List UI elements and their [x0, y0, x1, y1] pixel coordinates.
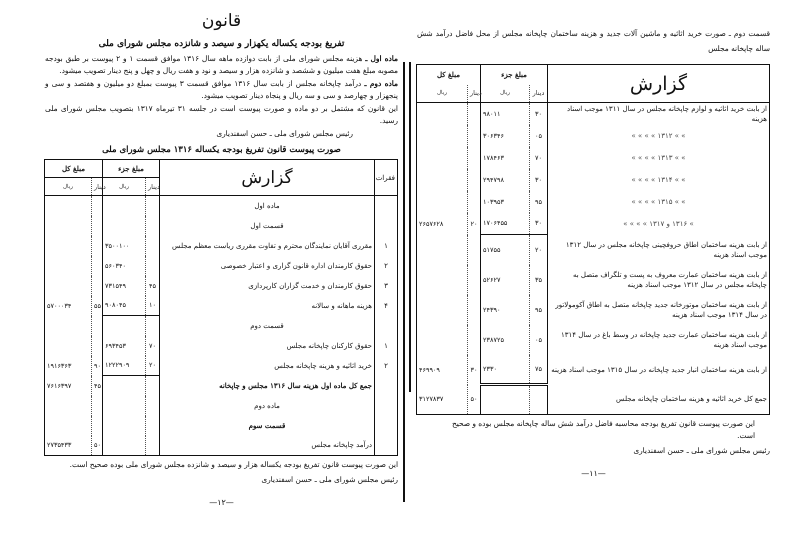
article-1 [45, 53, 398, 77]
total-dinar [467, 191, 480, 213]
total-dinar [91, 196, 102, 216]
row-description: از بابت خرید اثاثیه و لوازم چاپخانه مجلس در سال ۱۳۱۱ موجب اسناد هزینه [548, 103, 770, 125]
row-description: مقرری آقایان نمایندگان محترم و تفاوت مقرری ریاست معظم مجلس [160, 236, 375, 256]
article-2 [45, 78, 398, 102]
partial-dinar [146, 436, 160, 456]
table-row [44, 296, 397, 316]
total-dinar [91, 336, 102, 356]
row-description: » » ۱۳۱۳ » » » » [548, 147, 770, 169]
partial-dinar: ۹۵ [530, 191, 548, 213]
table-row [44, 196, 397, 216]
total-rial [416, 169, 467, 191]
item-number: ۴ [375, 296, 398, 316]
total-rial [44, 276, 91, 296]
report-header: گزارش [548, 65, 770, 103]
total-dinar [467, 295, 480, 325]
rial-header: ریال [416, 85, 467, 103]
item-number: ۲ [375, 256, 398, 276]
row-description: » ۱۳۱۶ و ۱۳۱۷ » » » » [548, 213, 770, 235]
page-divider [403, 62, 405, 502]
total-rial [44, 396, 91, 416]
total-dinar: ۳۰ [467, 355, 480, 385]
total-dinar [467, 103, 480, 125]
row-description: جمع کل خرید اثاثیه و هزینه ساختمان چاپخانه مجلس [548, 385, 770, 415]
table-row [416, 355, 769, 385]
total-dinar: ۵۰ [91, 436, 102, 456]
total-rial: ۱۹۱۶۳۶۳ [44, 356, 91, 376]
partial-rial: ۵۱۷۵۵ [480, 235, 529, 265]
table-row [416, 103, 769, 125]
partial-amount-header: مبلغ جزء [480, 65, 547, 85]
total-rial [416, 265, 467, 295]
table-row [44, 256, 397, 276]
partial-dinar [146, 256, 160, 276]
table-row [44, 416, 397, 436]
total-dinar [91, 216, 102, 236]
partial-rial [102, 436, 145, 456]
item-number: ۱ [375, 236, 398, 256]
partial-rial: ۹۰۸۰۴۵ [102, 296, 145, 316]
rial-header: ریال [44, 178, 91, 196]
row-description: قسمت دوم [160, 316, 375, 336]
table-row [44, 236, 397, 256]
partial-rial: ۱۷۸۴۶۳ [480, 147, 529, 169]
partial-rial: ۳۰۶۳۴۶ [480, 125, 529, 147]
partial-rial [102, 416, 145, 436]
table-row [44, 316, 397, 336]
total-rial [416, 295, 467, 325]
partial-rial [102, 196, 145, 216]
total-amount-header: مبلغ کل [44, 160, 102, 178]
total-dinar [91, 316, 102, 336]
total-rial: ۴۶۹۹۰۹ [416, 355, 467, 385]
partial-rial: ۹۸۰۱۱ [480, 103, 529, 125]
total-dinar [91, 236, 102, 256]
table-row [44, 336, 397, 356]
partial-dinar: ۹۵ [530, 295, 548, 325]
row-description: خرید اثاثیه و هزینه چاپخانه مجلس [160, 356, 375, 376]
table-row [44, 216, 397, 236]
table-row [416, 125, 769, 147]
total-rial [416, 147, 467, 169]
page-number: —۱۱— [581, 469, 606, 478]
table-row [416, 213, 769, 235]
partial-dinar: ۷۵ [530, 355, 548, 385]
total-dinar: ۵۵ [91, 296, 102, 316]
row-description: جمع کل ماده اول هزینه سال ۱۳۱۶ مجلس و چاپخانه [160, 376, 375, 396]
total-dinar: ۴۵ [91, 376, 102, 396]
partial-dinar: ۳۵ [530, 265, 548, 295]
table-row [44, 356, 397, 376]
total-rial [416, 235, 467, 265]
item-number [375, 396, 398, 416]
total-dinar [91, 276, 102, 296]
table-caption: صورت پیوست قانون تفریغ بودجه یکساله ۱۳۱۶ مجلس شورای ملی [102, 145, 341, 155]
partial-rial [102, 216, 145, 236]
total-rial [44, 316, 91, 336]
row-description: درآمد چاپخانه مجلس [160, 436, 375, 456]
partial-rial: ۲۹۴۷۹۸ [480, 169, 529, 191]
partial-dinar: ۳۰ [530, 169, 548, 191]
row-description: از بابت هزینه ساختمان اطاق حروفچینی چاپخانه مجلس در سال ۱۳۱۲ موجب اسناد هزینه [548, 235, 770, 265]
total-rial [416, 191, 467, 213]
table-row [416, 265, 769, 295]
item-number: ۳ [375, 276, 398, 296]
partial-dinar: ۴۵ [146, 276, 160, 296]
total-dinar [91, 256, 102, 276]
row-description: حقوق کارمندان اداره قانون گزاری و اعتبار خصوصی [160, 256, 375, 276]
partial-rial: ۱۷۰۶۴۵۵ [480, 213, 529, 235]
report-header: گزارش [160, 160, 375, 196]
partial-dinar: ۳۰ [530, 103, 548, 125]
budget-table-left [44, 159, 398, 456]
total-dinar: ۵۰ [467, 385, 480, 415]
total-rial [44, 336, 91, 356]
partial-dinar [146, 216, 160, 236]
partial-rial: ۵۶۰۳۴۰ [102, 256, 145, 276]
total-rial [416, 103, 467, 125]
partial-dinar [146, 396, 160, 416]
signature: رئیس مجلس شورای ملی ـ حسن اسفندیاری [216, 129, 353, 138]
total-rial [44, 216, 91, 236]
item-number: ۱ [375, 336, 398, 356]
row-description: از بابت هزینه ساختمان موتورخانه جدید چاپخانه متصل به اطاق آکومولاتور در سال ۱۳۱۴ موجب اسناد هزینه [548, 295, 770, 325]
total-dinar [91, 416, 102, 436]
rial-header: ریال [480, 85, 529, 103]
row-description: حقوق کارمندان و خدمت گزاران کارپردازی [160, 276, 375, 296]
partial-rial: ۱۲۲۲۹۰۹ [102, 356, 145, 376]
partial-dinar [530, 385, 548, 415]
dinar-header: دینار [91, 178, 102, 196]
partial-dinar: ۳۰ [530, 213, 548, 235]
partial-dinar [146, 416, 160, 436]
row-description: ماده دوم [160, 396, 375, 416]
total-rial [44, 416, 91, 436]
row-description: » » ۱۳۱۴ » » » » [548, 169, 770, 191]
item-number [375, 316, 398, 336]
row-description: » » ۱۳۱۵ » » » » [548, 191, 770, 213]
item-number [375, 376, 398, 396]
partial-dinar: ۱۰ [146, 296, 160, 316]
total-rial: ۳۱۲۷۸۳۷ [416, 385, 467, 415]
article-1-text: هزینه مجلس شورای ملی از بابت دوازده ماهه سال ۱۳۱۶ موافق قسمت ۱ و ۲ پیوست بر طبق بودجه مصوبه مبلغ هفت میلیون و ششصد و شانزده هزار و سیصد و نود و هفت ریال و چهل و پنج دینار تصویب میشود. [45, 54, 398, 75]
part-2-intro: قسمت دوم ـ صورت خرید اثاثیه و ماشین آلات جدید و هزینه ساختمان چاپخانه مجلس از محل فاضل درآمد شش ساله چاپخانه مجلس [417, 29, 770, 53]
row-description: ماده اول [160, 196, 375, 216]
row-description: هزینه ماهانه و سالانه [160, 296, 375, 316]
table-row [44, 276, 397, 296]
table-row [416, 325, 769, 355]
dinar-header: دینار [530, 85, 548, 103]
footer-signature: رئیس مجلس شورای ملی ـ حسن اسفندیاری [261, 475, 398, 484]
table-row [416, 191, 769, 213]
partial-rial: ۲۴۳۹۰ [480, 295, 529, 325]
total-dinar [467, 169, 480, 191]
partial-dinar: ۷۰ [146, 336, 160, 356]
approval-text: این قانون که مشتمل بر دو ماده و صورت پیوست است در جلسه ۳۱ تیرماه ۱۳۱۷ بتصویب مجلس شورای ملی رسید. [45, 104, 398, 125]
article-2-label: ماده دوم ـ [364, 79, 399, 88]
partial-rial [480, 385, 529, 415]
table-row [44, 396, 397, 416]
total-rial [44, 196, 91, 216]
partial-dinar: ۰۵ [530, 325, 548, 355]
table-row [416, 385, 769, 415]
page-divider [409, 62, 411, 392]
table-row [416, 235, 769, 265]
partial-dinar: ۷۰ [530, 147, 548, 169]
row-description: از بابت هزینه ساختمان عمارت معروف به پست و تلگراف متصل به چاپخانه مجلس در سال ۱۳۱۲ موجب اسناد هزینه [548, 265, 770, 295]
dinar-header: دینار [146, 178, 160, 196]
partial-rial: ۶۹۳۴۵۳ [102, 336, 145, 356]
partial-dinar [146, 196, 160, 216]
article-2-text: درآمد چاپخانه مجلس از بابت سال ۱۳۱۶ موافق قسمت ۳ پیوست بمبلغ دو میلیون و هفتصد و سی و پنجهزار و چهارصد و سی و سه ریال و پنجاه دینار تصویب میشود. [45, 79, 398, 100]
partial-rial: ۱۰۳۹۵۳ [480, 191, 529, 213]
total-rial [416, 125, 467, 147]
table-row [416, 295, 769, 325]
total-rial: ۲۶۵۷۶۲۸ [416, 213, 467, 235]
total-dinar: ۹۰ [91, 356, 102, 376]
items-header: فقرات [375, 160, 398, 196]
item-number [375, 196, 398, 216]
item-number: ۲ [375, 356, 398, 376]
partial-dinar: ۲۰ [530, 235, 548, 265]
total-dinar [467, 325, 480, 355]
article-1-label: ماده اول ـ [365, 54, 399, 63]
left-page [45, 10, 398, 507]
total-rial: ۵۷۰۰۰۳۴ [44, 296, 91, 316]
partial-dinar [146, 236, 160, 256]
item-number [375, 416, 398, 436]
total-dinar [467, 265, 480, 295]
law-subtitle: تفریغ بودجه یکساله یکهزار و سیصد و شانزده مجلس شورای ملی [98, 39, 345, 49]
dinar-header: دینار [467, 85, 480, 103]
total-dinar: ۲۰ [467, 213, 480, 235]
partial-rial: ۵۲۶۲۷ [480, 265, 529, 295]
row-description: قسمت سوم [160, 416, 375, 436]
total-rial [44, 256, 91, 276]
row-description: حقوق کارکنان چاپخانه مجلس [160, 336, 375, 356]
budget-table-right [416, 64, 770, 415]
item-number [375, 216, 398, 236]
partial-rial: ۲۳۸۷۲۵ [480, 325, 529, 355]
row-description: » » ۱۳۱۲ » » » » [548, 125, 770, 147]
table-row [416, 147, 769, 169]
footer-note: این صورت پیوست قانون تفریغ بودجه یکساله هزار و سیصد و شانزده مجلس شورای ملی بوده صحیح است. [69, 460, 398, 469]
total-rial [44, 236, 91, 256]
partial-rial: ۳۵۰۰۱۰۰ [102, 236, 145, 256]
table-row [416, 169, 769, 191]
row-description: قسمت اول [160, 216, 375, 236]
total-rial [416, 325, 467, 355]
page-number: —۱۲— [209, 498, 234, 507]
table-row [44, 436, 397, 456]
partial-dinar: ۲۰ [146, 356, 160, 376]
row-description: از بابت هزینه ساختمان انبار جدید چاپخانه در سال ۱۳۱۵ موجب اسناد هزینه [548, 355, 770, 385]
partial-rial [102, 376, 145, 396]
table-row [44, 376, 397, 396]
partial-amount-header: مبلغ جزء [102, 160, 159, 178]
right-page [417, 26, 770, 478]
partial-rial [102, 316, 145, 336]
total-dinar [467, 147, 480, 169]
partial-rial [102, 396, 145, 416]
total-rial: ۲۷۳۵۴۳۳ [44, 436, 91, 456]
item-number [375, 436, 398, 456]
footer-note: این صورت پیوست قانون تفریغ بودجه محاسبه فاضل درآمد شش ساله چاپخانه مجلس بوده و صحیح است. [451, 419, 755, 440]
partial-dinar [146, 376, 160, 396]
total-dinar [91, 396, 102, 416]
partial-dinar [146, 316, 160, 336]
partial-rial: ۲۳۳۰ [480, 355, 529, 385]
law-title: قانون [201, 11, 242, 31]
rial-header: ریال [102, 178, 145, 196]
total-rial: ۷۶۱۶۳۹۷ [44, 376, 91, 396]
total-amount-header: مبلغ کل [416, 65, 480, 85]
total-dinar [467, 125, 480, 147]
total-dinar [467, 235, 480, 265]
partial-rial: ۷۳۱۵۴۹ [102, 276, 145, 296]
partial-dinar: ۰۵ [530, 125, 548, 147]
row-description: از بابت هزینه ساختمان عمارت جدید چاپخانه در وسط باغ در سال ۱۳۱۴ موجب اسناد هزینه [548, 325, 770, 355]
footer-signature: رئیس مجلس شورای ملی ـ حسن اسفندیاری [633, 446, 770, 455]
